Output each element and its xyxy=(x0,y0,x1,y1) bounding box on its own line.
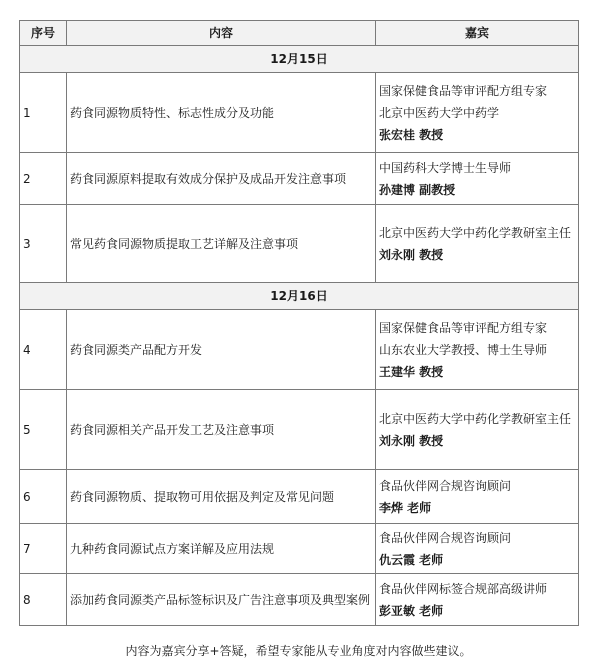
schedule-table-wrapper xyxy=(19,20,578,626)
row-number: 3 xyxy=(20,205,67,283)
guest-name: 刘永刚 教授 xyxy=(379,247,444,262)
footer-note: 内容为嘉宾分享+答疑，希望专家能从专业角度对内容做些建议。 xyxy=(125,644,472,658)
guest-title: 山东农业大学教授、博士生导师 xyxy=(379,342,548,357)
guest-title: 国家保健食品等审评配方组专家 xyxy=(379,83,548,98)
table-row xyxy=(20,390,579,470)
row-guest xyxy=(376,153,579,205)
row-content: 药食同源物质特性、标志性成分及功能 xyxy=(67,73,376,153)
row-content: 添加药食同源类产品标签标识及广告注意事项及典型案例 xyxy=(67,574,376,626)
table-row xyxy=(20,205,579,283)
col-header-no: 序号 xyxy=(20,21,67,46)
table-row xyxy=(20,524,579,574)
col-header-guest: 嘉宾 xyxy=(376,21,579,46)
row-guest xyxy=(376,310,579,390)
row-number: 8 xyxy=(20,574,67,626)
row-guest xyxy=(376,524,579,574)
guest-name: 张宏桂 教授 xyxy=(379,127,444,142)
row-number: 4 xyxy=(20,310,67,390)
table-row xyxy=(20,310,579,390)
row-guest xyxy=(376,470,579,524)
row-number: 2 xyxy=(20,153,67,205)
guest-title: 北京中医药大学中药化学教研室主任 xyxy=(379,225,572,240)
guest-title: 中国药科大学博士生导师 xyxy=(379,160,512,175)
table-row xyxy=(20,574,579,626)
row-guest xyxy=(376,73,579,153)
row-content: 常见药食同源物质提取工艺详解及注意事项 xyxy=(67,205,376,283)
row-content: 药食同源类产品配方开发 xyxy=(67,310,376,390)
guest-title: 食品伙伴网合规咨询顾问 xyxy=(379,478,512,493)
day-row xyxy=(20,46,579,73)
row-number: 5 xyxy=(20,390,67,470)
guest-name: 孙建博 副教授 xyxy=(379,182,456,197)
schedule-table xyxy=(19,20,579,626)
day-label: 12月16日 xyxy=(20,283,579,310)
guest-name: 刘永刚 教授 xyxy=(379,433,444,448)
guest-name: 李烨 老师 xyxy=(379,500,432,515)
guest-title: 国家保健食品等审评配方组专家 xyxy=(379,320,548,335)
row-guest xyxy=(376,574,579,626)
row-content: 九种药食同源试点方案详解及应用法规 xyxy=(67,524,376,574)
row-guest xyxy=(376,205,579,283)
day-label: 12月15日 xyxy=(20,46,579,73)
table-row xyxy=(20,153,579,205)
guest-title: 北京中医药大学中药化学教研室主任 xyxy=(379,411,572,426)
guest-title: 食品伙伴网标签合规部高级讲师 xyxy=(379,581,548,596)
row-number: 6 xyxy=(20,470,67,524)
col-header-content: 内容 xyxy=(67,21,376,46)
row-content: 药食同源物质、提取物可用依据及判定及常见问题 xyxy=(67,470,376,524)
row-content: 药食同源相关产品开发工艺及注意事项 xyxy=(67,390,376,470)
row-content: 药食同源原料提取有效成分保护及成品开发注意事项 xyxy=(67,153,376,205)
row-guest xyxy=(376,390,579,470)
guest-name: 彭亚敏 老师 xyxy=(379,603,444,618)
guest-name: 仇云霞 老师 xyxy=(379,552,444,567)
day-row xyxy=(20,283,579,310)
guest-name: 王建华 教授 xyxy=(379,364,444,379)
header-row xyxy=(20,21,579,46)
row-number: 1 xyxy=(20,73,67,153)
guest-title: 食品伙伴网合规咨询顾问 xyxy=(379,530,512,545)
guest-title: 北京中医药大学中药学 xyxy=(379,105,500,120)
table-row xyxy=(20,470,579,524)
table-row xyxy=(20,73,579,153)
row-number: 7 xyxy=(20,524,67,574)
